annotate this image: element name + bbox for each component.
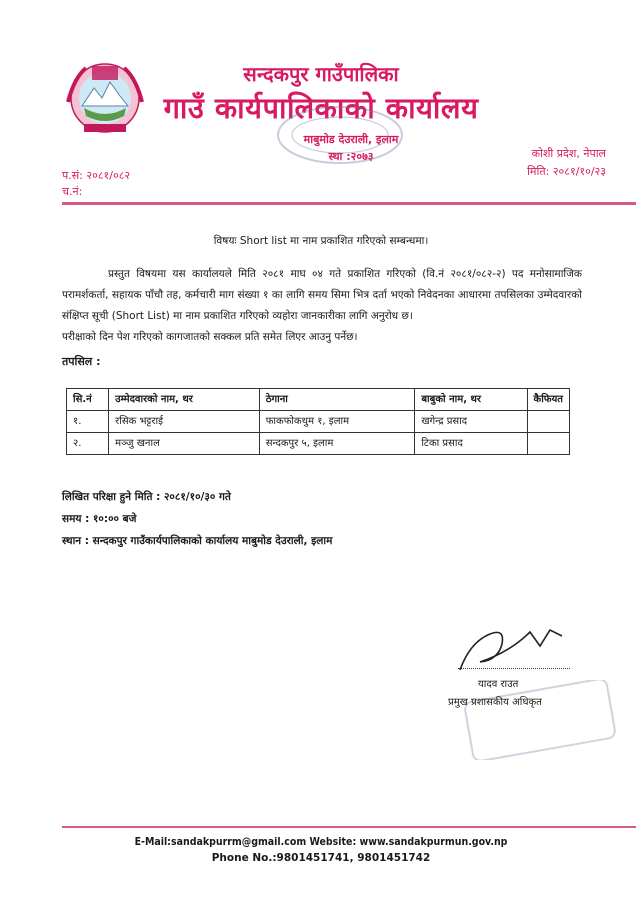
letter-cn-number: च.नं: [62,185,83,198]
tapsil-label: तपसिल : [62,355,101,368]
footer-divider [62,826,636,828]
established-year: स्था :२०७३ [328,150,374,163]
table-header-row [67,389,570,411]
table-row [67,411,570,433]
column-header: ठेगाना [259,389,415,411]
office-address: माबुमोड देउराली, इलाम [303,133,399,146]
officer-stamp-icon [460,680,620,760]
letter-ps-number: प.सं: २०८१/०८२ [62,169,131,182]
footer-phone: Phone No.:9801451741, 9801451742 [211,852,431,864]
column-header: सि.नं [67,389,109,411]
body-paragraph: परीक्षाको दिन पेश गरिएको कागजातको सक्कल प्रति समेत लिएर आउनु पर्नेछ। [62,331,358,343]
table-cell [527,411,569,433]
column-header: बाबुको नाम, थर [415,389,527,411]
municipality-name: सन्दकपुर गाउँपालिका [243,62,399,86]
exam-time: समय : १०:०० बजे [62,513,137,525]
body-paragraph: प्रस्तुत विषयमा यस कार्यालयले मिति २०८१ माघ ०४ गते प्रकाशित गरिएको (वि.नं २०८१/०८२-२) पद मनोसामाजिक परामर्शकर्ता, सहायक पाँचौ तह, कर्मचारी माग संख्या १ का लागि समय सिमा भित्र दर्ता भएको निवेदनका आधारमा तपसिलका उम्मेदवारको संक्षिप्त सूची (Short List) मा नाम प्रकाशित गरिएको व्यहोरा जानकारीका लागि अनुरोध छ। [62,268,582,322]
table-cell: सन्दकपुर ५, इलाम [259,433,415,455]
table-cell: खगेन्द्र प्रसाद [415,411,527,433]
province: कोशी प्रदेश, नेपाल [531,147,606,160]
table-cell: टिका प्रसाद [415,433,527,455]
subject-line: विषयः Short list मा नाम प्रकाशित गरिएको सम्बन्धमा। [213,235,429,247]
signature-line [458,668,570,669]
letter-body [62,264,582,348]
letter-date: मिति: २०८१/१०/२३ [527,165,606,178]
table-cell: फाकफोकथुम १, इलाम [259,411,415,433]
footer-contact: E-Mail:sandakpurrm@gmail.com Website: www.sandakpurmun.gov.np [134,836,508,848]
table-cell: रसिक भट्टराई [109,411,260,433]
table-cell: १. [67,411,109,433]
column-header: उम्मेदवारको नाम, थर [109,389,260,411]
exam-date: लिखित परिक्षा हुने मिति : २०८१/१०/३० गते [62,491,231,503]
table-cell: मञ्जु खनाल [109,433,260,455]
signature-icon [450,612,580,672]
shortlist-table [66,388,570,455]
table-cell: २. [67,433,109,455]
table-cell [527,433,569,455]
signatory-name: यादव राउत [478,679,519,690]
header-divider [62,202,636,205]
signatory-designation: प्रमुख प्रशासकीय अधिकृत [448,697,542,708]
column-header: कैफियत [527,389,569,411]
office-title: गाउँ कार्यपालिकाको कार्यालय [163,91,479,125]
exam-place: स्थान : सन्दकपुर गाउँकार्यपालिकाको कार्यालय माबुमोड देउराली, इलाम [62,535,333,547]
table-row [67,433,570,455]
office-stamp-icon [270,100,410,170]
